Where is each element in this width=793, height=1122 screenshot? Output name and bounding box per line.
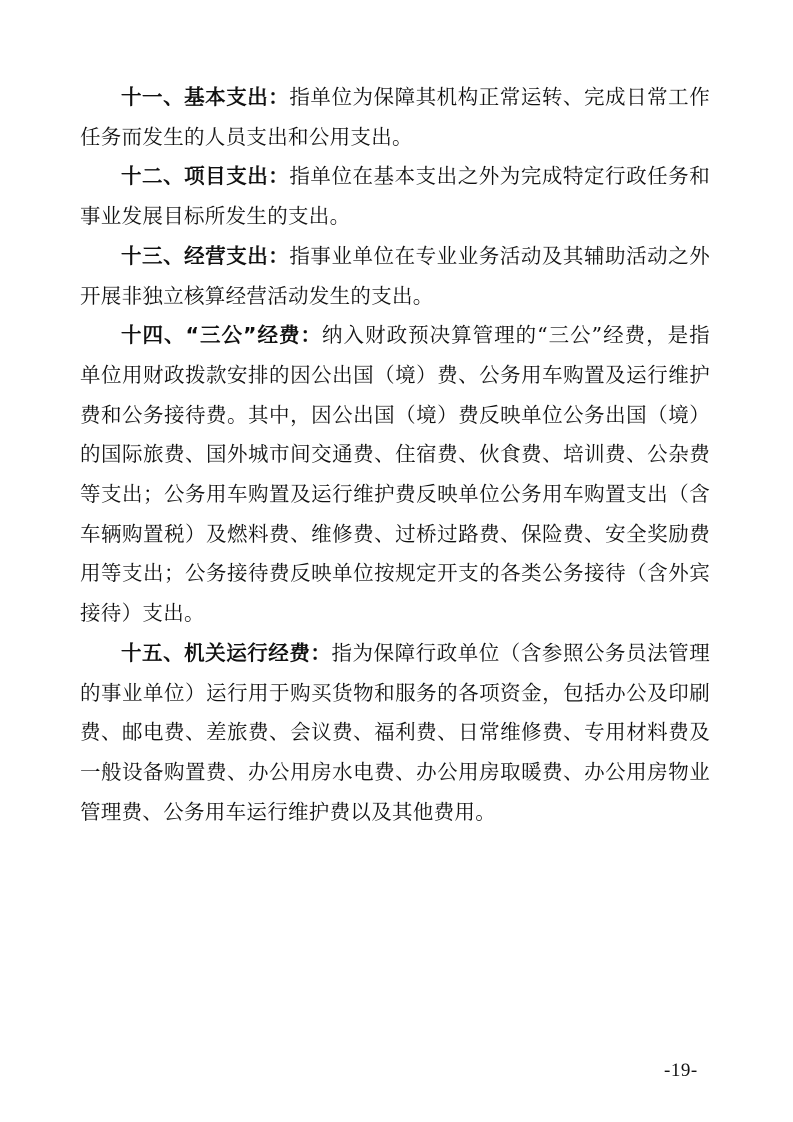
paragraph-operating-expenditure bbox=[80, 237, 710, 316]
term-heading: 十三、经营支出： bbox=[121, 243, 290, 268]
term-heading: 十二、项目支出： bbox=[121, 164, 290, 189]
page-number: -19- bbox=[664, 1060, 698, 1081]
paragraph-agency-operating-funds bbox=[80, 634, 710, 833]
term-heading: 十五、机关运行经费： bbox=[121, 640, 332, 665]
term-heading: 十四、“三公”经费： bbox=[121, 323, 323, 348]
paragraph-three-public-funds bbox=[80, 316, 710, 634]
document-body bbox=[80, 78, 710, 832]
paragraph-basic-expenditure bbox=[80, 78, 710, 157]
term-definition: 指事业单位在专业业务活动及其辅助活动之外开展非独立核算经营活动发生的支出。 bbox=[80, 243, 710, 308]
term-definition: 纳入财政预决算管理的“三公”经费，是指单位用财政拨款安排的因公出国（境）费、公务用车购置及运行维护费和公务接待费。其中，因公出国（境）费反映单位公务出国（境）的国际旅费、国外城市间交通费、住宿费、伙食费、培训费、公杂费等支出；公务用车购置及运行维护费反映单位公务用车购置支出（含车辆购置税）及燃料费、维修费、过桥过路费、保险费、安全奖励费用等支出；公务接待费反映单位按规定开支的各类公务接待（含外宾接待）支出。 bbox=[80, 323, 710, 626]
term-definition: 指为保障行政单位（含参照公务员法管理的事业单位）运行用于购买货物和服务的各项资金，包括办公及印刷费、邮电费、差旅费、会议费、福利费、日常维修费、专用材料费及一般设备购置费、办公用房水电费、办公用房取暖费、办公用房物业管理费、公务用车运行维护费以及其他费用。 bbox=[80, 640, 711, 824]
term-heading: 十一、基本支出： bbox=[121, 85, 290, 109]
term-definition: 指单位为保障其机构正常运转、完成日常工作任务而发生的人员支出和公用支出。 bbox=[80, 85, 710, 149]
term-definition: 指单位在基本支出之外为完成特定行政任务和事业发展目标所发生的支出。 bbox=[80, 164, 710, 229]
paragraph-project-expenditure bbox=[80, 157, 710, 236]
